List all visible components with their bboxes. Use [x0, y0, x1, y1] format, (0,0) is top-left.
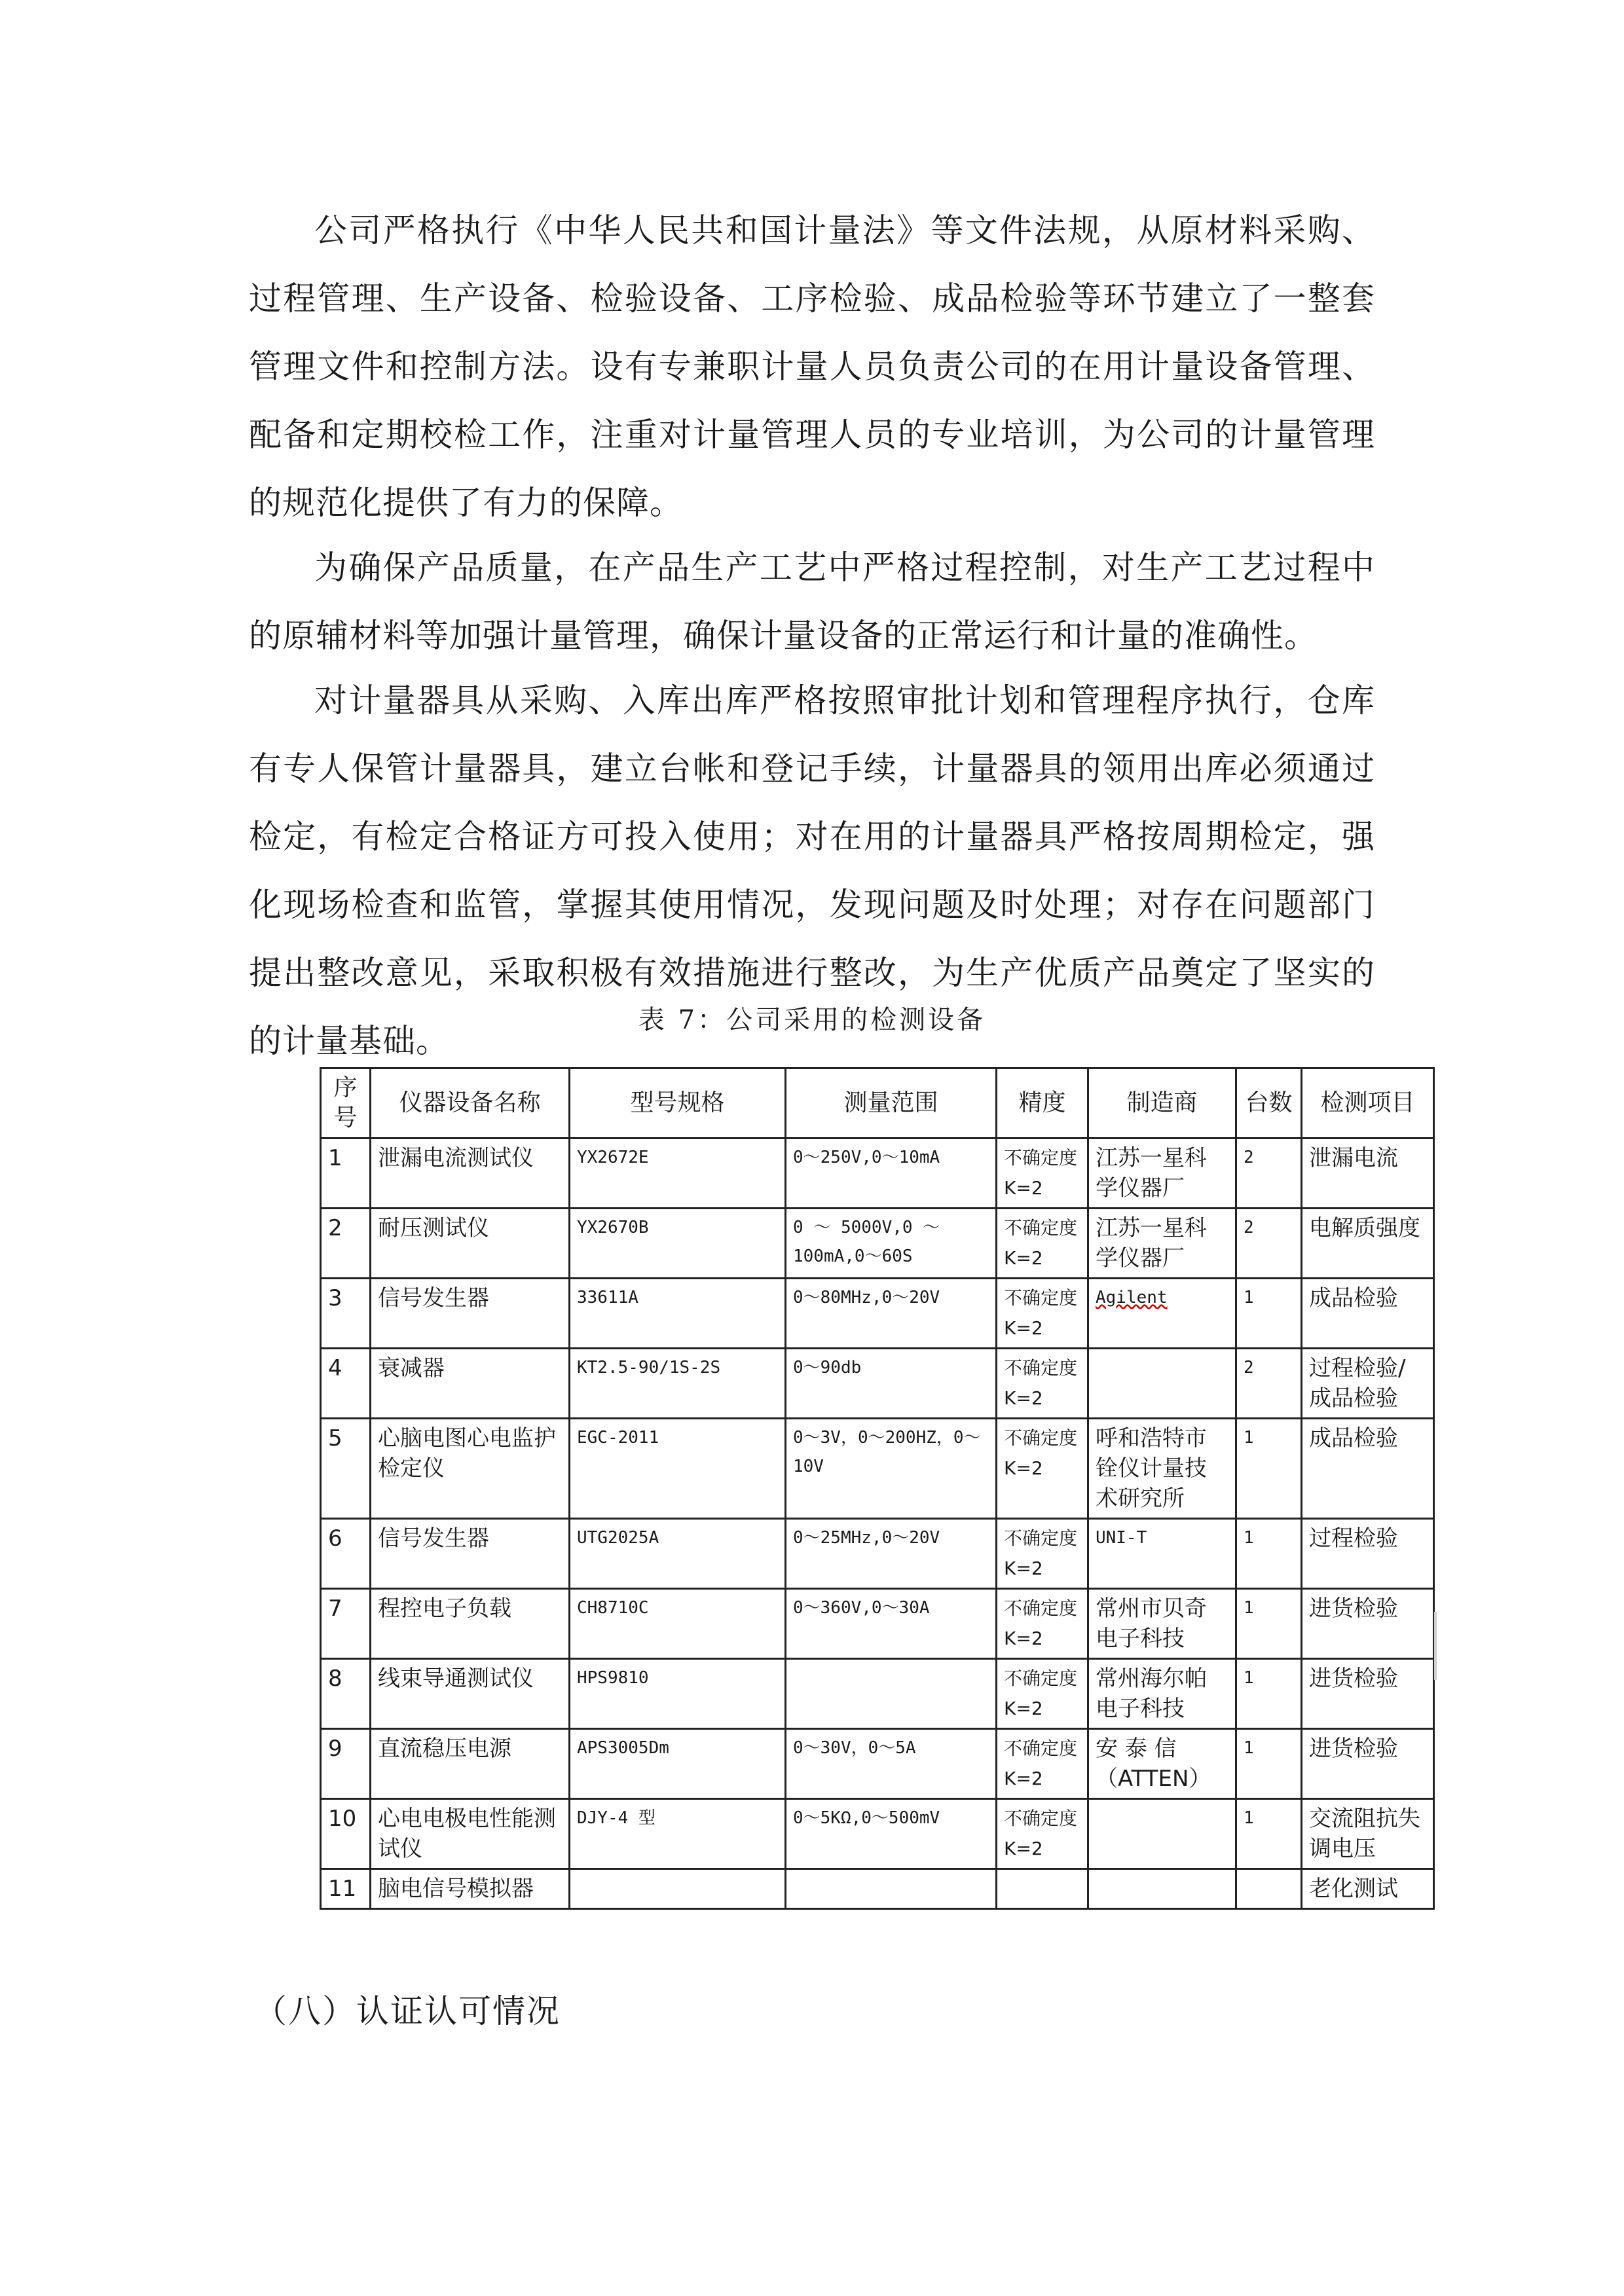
cell-range: 0～250V,0～10mA	[786, 1139, 997, 1209]
cell-manufacturer	[1088, 1869, 1236, 1909]
cell-range: 0～3V，0～200HZ，0～10V	[786, 1419, 997, 1519]
cell-model: KT2.5-90/1S-2S	[570, 1349, 786, 1419]
cell-range	[786, 1869, 997, 1909]
table-row	[321, 1419, 1434, 1519]
cell-manufacturer	[1088, 1279, 1236, 1349]
cell-precision: 不确定度K=2	[997, 1139, 1088, 1209]
cell-test-item: 电解质强度	[1302, 1209, 1434, 1279]
cell-index: 4	[321, 1349, 371, 1419]
table-header-row	[321, 1068, 1434, 1139]
cell-model: DJY-4 型	[570, 1799, 786, 1869]
cell-range: 0～5KΩ,0～500mV	[786, 1799, 997, 1869]
cell-manufacturer	[1088, 1799, 1236, 1869]
cell-name: 心脑电图心电监护检定仪	[371, 1419, 570, 1519]
cell-test-item: 进货检验	[1302, 1589, 1434, 1659]
cell-range: 0～80MHz,0～20V	[786, 1279, 997, 1349]
cell-test-item: 泄漏电流	[1302, 1139, 1434, 1209]
cell-index: 6	[321, 1519, 371, 1589]
cell-model: HPS9810	[570, 1659, 786, 1729]
cell-model: CH8710C	[570, 1589, 786, 1659]
header-cell: 仪器设备名称	[371, 1068, 570, 1139]
cell-test-item: 交流阻抗失调电压	[1302, 1799, 1434, 1869]
cell-model: EGC-2011	[570, 1419, 786, 1519]
cell-range: 0～25MHz,0～20V	[786, 1519, 997, 1589]
table-row	[321, 1589, 1434, 1659]
cell-manufacturer: 江苏一星科学仪器厂	[1088, 1209, 1236, 1279]
cell-manufacturer: 安 泰 信（ATTEN）	[1088, 1729, 1236, 1799]
cell-manufacturer: 呼和浩特市铨仪计量技术研究所	[1088, 1419, 1236, 1519]
cell-model: YX2670B	[570, 1209, 786, 1279]
cell-name: 信号发生器	[371, 1279, 570, 1349]
cell-count: 1	[1236, 1419, 1302, 1519]
table-row	[321, 1519, 1434, 1589]
table-row	[321, 1659, 1434, 1729]
cell-index: 7	[321, 1589, 371, 1659]
cell-index: 3	[321, 1279, 371, 1349]
cell-precision: 不确定度K=2	[997, 1209, 1088, 1279]
cell-precision: 不确定度K=2	[997, 1659, 1088, 1729]
cell-index: 11	[321, 1869, 371, 1909]
table-row	[321, 1869, 1434, 1909]
header-cell: 制造商	[1088, 1068, 1236, 1139]
cell-index: 2	[321, 1209, 371, 1279]
table-row	[321, 1799, 1434, 1869]
header-cell: 型号规格	[570, 1068, 786, 1139]
cell-index: 9	[321, 1729, 371, 1799]
cell-manufacturer: 常州海尔帕电子科技	[1088, 1659, 1236, 1729]
cell-count	[1236, 1869, 1302, 1909]
table-row	[321, 1729, 1434, 1799]
paragraph-metrology-law: 公司严格执行《中华人民共和国计量法》等文件法规，从原材料采购、过程管理、生产设备、检验设备、工序检验、成品检验等环节建立了一整套管理文件和控制方法。设有专兼职计量人员负责公司的在用计量设备管理、配备和定期校检工作，注重对计量管理人员的专业培训，为公司的计量管理的规范化提供了有力的保障。	[249, 211, 1375, 522]
cell-count: 1	[1236, 1279, 1302, 1349]
cell-model	[570, 1869, 786, 1909]
cell-manufacturer: UNI-T	[1088, 1519, 1236, 1589]
cell-manufacturer: 常州市贝奇电子科技	[1088, 1589, 1236, 1659]
cell-precision: 不确定度K=2	[997, 1519, 1088, 1589]
cell-index: 8	[321, 1659, 371, 1729]
table-row	[321, 1349, 1434, 1419]
cell-count: 1	[1236, 1589, 1302, 1659]
cell-range: 0～90db	[786, 1349, 997, 1419]
cell-model: APS3005Dm	[570, 1729, 786, 1799]
cell-index: 10	[321, 1799, 371, 1869]
cell-range: 0～360V,0～30A	[786, 1589, 997, 1659]
header-cell: 精度	[997, 1068, 1088, 1139]
cell-test-item: 进货检验	[1302, 1659, 1434, 1729]
cell-count: 1	[1236, 1799, 1302, 1869]
cell-test-item: 进货检验	[1302, 1729, 1434, 1799]
equipment-table-wrapper	[320, 1067, 1433, 1902]
cell-name: 心电电极电性能测试仪	[371, 1799, 570, 1869]
paragraph-quality-control: 为确保产品质量，在产品生产工艺中严格过程控制，对生产工艺过程中的原辅材料等加强计量管理，确保计量设备的正常运行和计量的准确性。	[249, 549, 1375, 655]
table-row	[321, 1279, 1434, 1349]
table-row	[321, 1139, 1434, 1209]
cell-range: 0 ～ 5000V,0 ～ 100mA,0～60S	[786, 1209, 997, 1279]
cell-count: 2	[1236, 1139, 1302, 1209]
header-cell: 序号	[321, 1068, 371, 1139]
cell-precision: 不确定度K=2	[997, 1729, 1088, 1799]
cell-count: 1	[1236, 1519, 1302, 1589]
cell-name: 耐压测试仪	[371, 1209, 570, 1279]
cell-index: 1	[321, 1139, 371, 1209]
cell-test-item: 过程检验	[1302, 1519, 1434, 1589]
cell-count: 2	[1236, 1349, 1302, 1419]
header-cell: 测量范围	[786, 1068, 997, 1139]
cell-manufacturer	[1088, 1349, 1236, 1419]
cell-manufacturer: 江苏一星科学仪器厂	[1088, 1139, 1236, 1209]
cell-model: 33611A	[570, 1279, 786, 1349]
cell-count: 2	[1236, 1209, 1302, 1279]
cell-test-item: 成品检验	[1302, 1279, 1434, 1349]
cell-model: YX2672E	[570, 1139, 786, 1209]
manufacturer-agilent: Agilent	[1096, 1288, 1168, 1307]
cell-test-item: 成品检验	[1302, 1419, 1434, 1519]
cell-index: 5	[321, 1419, 371, 1519]
cell-precision: 不确定度K=2	[997, 1279, 1088, 1349]
table-row	[321, 1209, 1434, 1279]
scan-edge-mark	[1434, 1612, 1437, 1680]
cell-name: 直流稳压电源	[371, 1729, 570, 1799]
cell-precision	[997, 1869, 1088, 1909]
cell-test-item: 老化测试	[1302, 1869, 1434, 1909]
paragraph-instrument-management: 对计量器具从采购、入库出库严格按照审批计划和管理程序执行，仓库有专人保管计量器具，建立台帐和登记手续，计量器具的领用出库必须通过检定，有检定合格证方可投入使用；对在用的计量器具严格按周期检定，强化现场检查和监管，掌握其使用情况，发现问题及时处理；对存在问题部门提出整改意见，采取积极有效措施进行整改，为生产优质产品奠定了坚实的的计量基础。	[249, 682, 1375, 1060]
section-heading: （八）认证认可情况	[254, 1992, 561, 2030]
cell-count: 1	[1236, 1729, 1302, 1799]
cell-range	[786, 1659, 997, 1729]
cell-precision: 不确定度K=2	[997, 1799, 1088, 1869]
header-cell: 检测项目	[1302, 1068, 1434, 1139]
cell-model: UTG2025A	[570, 1519, 786, 1589]
cell-precision: 不确定度K=2	[997, 1589, 1088, 1659]
cell-name: 衰减器	[371, 1349, 570, 1419]
header-cell: 台数	[1236, 1068, 1302, 1139]
cell-name: 程控电子负载	[371, 1589, 570, 1659]
cell-precision: 不确定度K=2	[997, 1349, 1088, 1419]
cell-name: 信号发生器	[371, 1519, 570, 1589]
cell-precision: 不确定度K=2	[997, 1419, 1088, 1519]
cell-name: 线束导通测试仪	[371, 1659, 570, 1729]
cell-name: 泄漏电流测试仪	[371, 1139, 570, 1209]
cell-range: 0～30V，0～5A	[786, 1729, 997, 1799]
equipment-table	[320, 1067, 1435, 1910]
cell-count: 1	[1236, 1659, 1302, 1729]
table-caption: 表 7：公司采用的检测设备	[638, 1005, 986, 1035]
cell-name: 脑电信号模拟器	[371, 1869, 570, 1909]
cell-test-item: 过程检验/成品检验	[1302, 1349, 1434, 1419]
